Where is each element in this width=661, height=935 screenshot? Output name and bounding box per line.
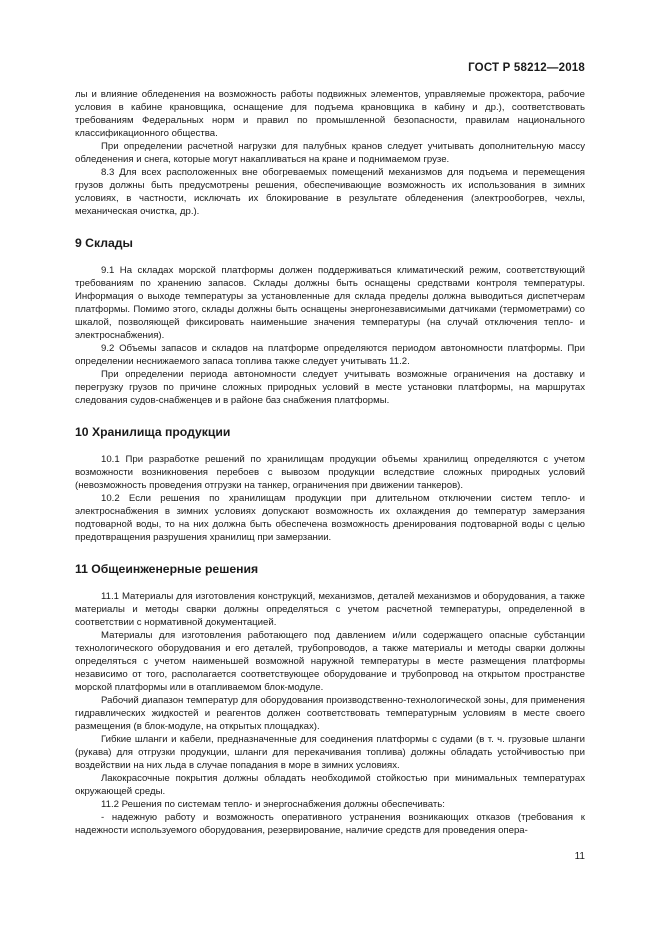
section-heading-9: 9 Склады	[75, 236, 133, 250]
body-paragraph: Лакокрасочные покрытия должны обладать необходимой стойкостью при минимальных температурах окружающей среды.	[75, 773, 585, 797]
body-paragraph: Рабочий диапазон температур для оборудования производственно-технологической зоны, для применения гидравлических жидкостей и реагентов должен соответствовать температурным условиям в месте своего размещения (в блок-модуле, на открытых площадках).	[75, 695, 585, 732]
body-paragraph: лы и влияние обледенения на возможность работы подвижных элементов, управляемые прожектора, рабочие условия в кабине крановщика, оснащение для подъема крановщика в кабину и др.), соответствовать требованиям Федеральных норм и правил по промышленной безопасности, правилам национального классификационного общества.	[75, 89, 585, 139]
document-body	[75, 88, 585, 837]
page-number: 11	[574, 851, 585, 862]
body-paragraph: 10.1 При разработке решений по хранилищам продукции объемы хранилищ определяются с учетом возможности возникновения перебоев с вывозом продукции вследствие сложных природных условий (невозможность проведения отгрузки на танкер, ограничения при движении танкеров).	[75, 454, 585, 491]
body-paragraph: 11.1 Материалы для изготовления конструкций, механизмов, деталей механизмов и оборудования, а также материалы и методы сварки должны определяться с учетом расчетной температуры, определенной в соответствии с нормативной документацией.	[75, 591, 585, 628]
body-paragraph: При определении расчетной нагрузки для палубных кранов следует учитывать дополнительную массу обледенения и снега, которые могут накапливаться на кране и поднимаемом грузе.	[75, 141, 585, 165]
body-paragraph: Материалы для изготовления работающего под давлением и/или содержащего опасные субстанции технологического оборудования и его деталей, трубопроводов, а также материалы и методы сварки должны определяться с учетом наименьшей возможной наружной температуры в месте размещения платформы независимо от того, располагается соответствующее оборудование и трубопровод на открытом пространстве морской платформы или в отапливаемом блок-модуле.	[75, 630, 585, 693]
body-paragraph: 10.2 Если решения по хранилищам продукции при длительном отключении систем тепло- и электроснабжения в зимних условиях допускают возможность их охлаждения до температур замерзания подтоварной воды, то на них должна быть обеспечена возможность дренирования подтоварной воды с целью предотвращения разрушения хранилищ при замерзании.	[75, 493, 585, 543]
body-paragraph: Гибкие шланги и кабели, предназначенные для соединения платформы с судами (в т. ч. грузовые шланги (рукава) для отгрузки продукции, шланги для перекачивания топлива) должны обладать устойчивостью при воздействии на них льда в случае попадания в море в зимних условиях.	[75, 734, 585, 771]
body-paragraph: 9.1 На складах морской платформы должен поддерживаться климатический режим, соответствующий требованиям по хранению запасов. Склады должны быть оснащены средствами контроля температуры. Информация о выходе температуры за установленные для склада пределы должна выводиться диспетчерам платформы. Помимо этого, склады должны быть оснащены энергонезависимыми датчиками (термометрами) со шкалой, позволяющей фиксировать наименьшие значения температуры (на случай отключения тепло- и электроснабжения).	[75, 265, 585, 341]
section-heading-11: 11 Общеинженерные решения	[75, 562, 259, 576]
body-paragraph: 9.2 Объемы запасов и складов на платформе определяются периодом автономности платформы. При определении неснижаемого запаса топлива также следует учитывать 11.2.	[75, 343, 585, 367]
body-paragraph: При определении периода автономности следует учитывать возможные ограничения на доставку и перегрузку грузов по причине сложных природных условий в месте установки платформы, на маршрутах следования судов-снабженцев и в районе баз снабжения платформы.	[75, 369, 585, 406]
body-paragraph: - надежную работу и возможность оперативного устранения возникающих отказов (требования к надежности используемого оборудования, резервирование, наличие средств для проведения опера-	[75, 812, 585, 836]
document-id-header: ГОСТ Р 58212—2018	[468, 62, 585, 74]
section-heading-10: 10 Хранилища продукции	[75, 425, 231, 439]
body-paragraph: 8.3 Для всех расположенных вне обогреваемых помещений механизмов для подъема и перемещения грузов должны быть предусмотрены решения, обеспечивающие возможность их использования в зимних условиях, в частности, исключать их блокирование в результате обледенения (электрообогрев, чехлы, механическая очистка, др.).	[75, 167, 585, 217]
body-paragraph: 11.2 Решения по системам тепло- и энергоснабжения должны обеспечивать:	[101, 799, 445, 810]
